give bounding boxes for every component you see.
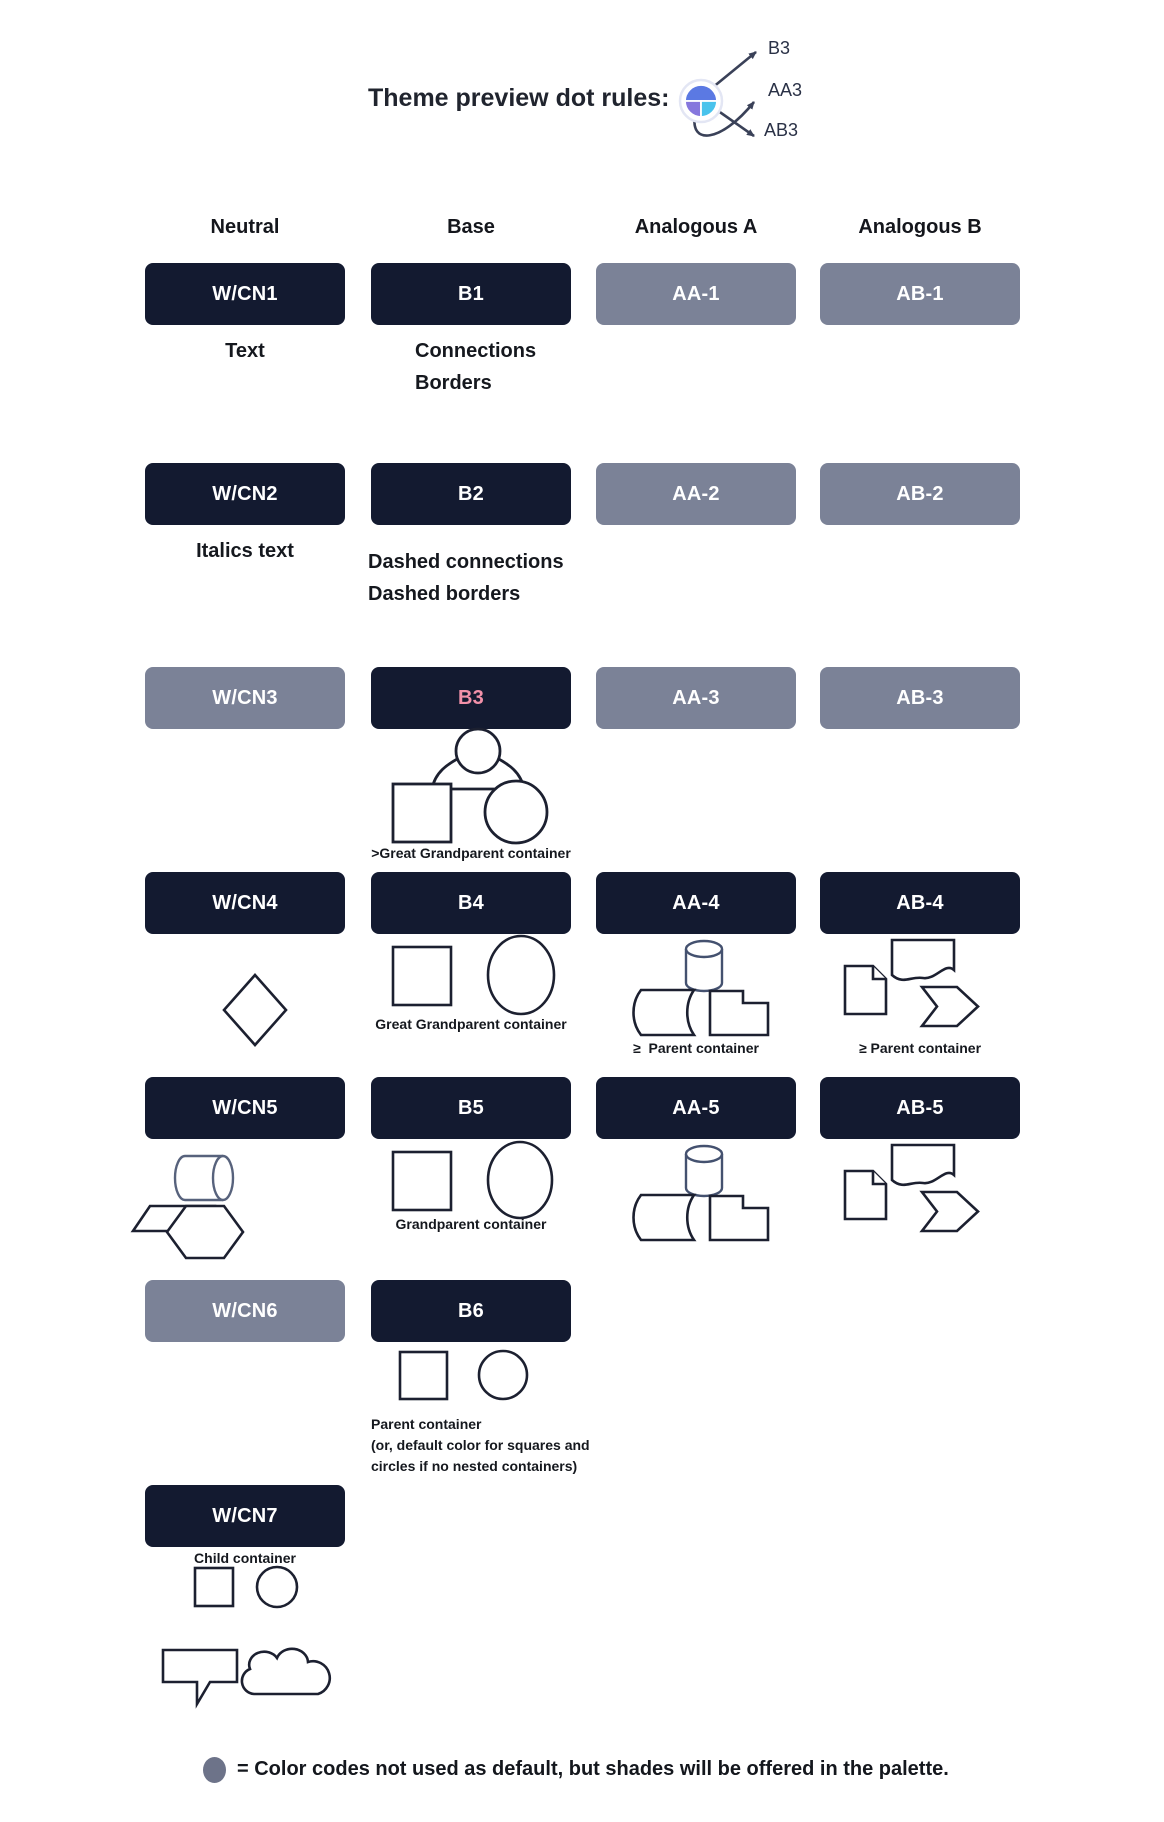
square-shape-icon: [195, 1568, 233, 1606]
page-fold-icon: [873, 966, 886, 979]
cylinder-parallelogram-hexagon-icon: [120, 1145, 260, 1265]
square-ellipse-icon: [385, 933, 565, 1023]
page-document-chevron-icon: [820, 930, 1020, 1030]
chevron-icon: [922, 987, 978, 1026]
swatch-b2: B2: [371, 463, 571, 525]
caption-child-container: Child container: [194, 1550, 296, 1566]
chevron-icon: [922, 1192, 978, 1231]
ellipse-shape-icon: [488, 936, 554, 1014]
caption-parent-b6-line2: (or, default color for squares and: [371, 1437, 590, 1453]
circle-shape-icon: [257, 1567, 297, 1607]
swatch-ab3: AB-3: [820, 667, 1020, 729]
caption-great-grandparent: Great Grandparent container: [375, 1016, 567, 1032]
dot-label-ab3: AB3: [764, 120, 799, 140]
caption-italics-text: Italics text: [196, 540, 294, 562]
footer-legend: = Color codes not used as default, but shades will be offered in the palette.: [237, 1758, 949, 1780]
swatch-b5: B5: [371, 1077, 571, 1139]
square-shape-icon: [393, 947, 451, 1005]
caption-grandparent: Grandparent container: [395, 1216, 547, 1232]
swatch-wcn5: W/CN5: [145, 1077, 345, 1139]
swatch-wcn4: W/CN4: [145, 872, 345, 934]
cylinder-top-icon: [686, 941, 722, 957]
column-header-analogous-b: Analogous B: [858, 216, 982, 238]
page-document-chevron-icon: [820, 1135, 1020, 1235]
dot-label-b3: B3: [768, 38, 791, 58]
person-head-icon: [456, 729, 500, 773]
arrow-to-b3: [712, 52, 756, 88]
caption-dashed-borders: Dashed borders: [368, 583, 521, 605]
swatch-wcn7: W/CN7: [145, 1485, 345, 1547]
square-shape-icon: [393, 784, 451, 842]
swatch-aa2: AA-2: [596, 463, 796, 525]
square-circle-icon: [390, 1340, 540, 1410]
swatch-b6: B6: [371, 1280, 571, 1342]
caption-great-grandparent-gt: >Great Grandparent container: [371, 845, 571, 861]
dot-label-aa3: AA3: [768, 80, 803, 100]
swatch-aa4: AA-4: [596, 872, 796, 934]
square-circle-icon: [185, 1560, 305, 1615]
square-ellipse-icon: [385, 1138, 565, 1228]
caption-parent-b6-line1: Parent container: [371, 1416, 482, 1432]
page-title: Theme preview dot rules:: [368, 84, 670, 112]
swatch-aa3: AA-3: [596, 667, 796, 729]
cylinder-storeddata-tab-icon: [595, 935, 795, 1040]
person-square-circle-icon: [370, 722, 580, 850]
swatch-b1: B1: [371, 263, 571, 325]
swatch-ab1: AB-1: [820, 263, 1020, 325]
speech-bubble-icon: [163, 1650, 237, 1704]
square-shape-icon: [400, 1352, 447, 1399]
swatch-ab2: AB-2: [820, 463, 1020, 525]
swatch-b3: B3: [371, 667, 571, 729]
speech-bubble-cloud-icon: [150, 1638, 340, 1710]
diamond-shape: [224, 975, 286, 1045]
caption-text: Text: [225, 340, 265, 362]
cloud-icon: [242, 1649, 330, 1694]
caption-parent-ab4: ≥ Parent container: [858, 1040, 982, 1056]
square-shape-icon: [393, 1152, 451, 1210]
caption-borders: Borders: [415, 372, 492, 394]
circle-shape-icon: [479, 1351, 527, 1399]
ellipse-shape-icon: [488, 1142, 552, 1218]
column-header-analogous-a: Analogous A: [634, 216, 758, 238]
circle-shape-icon: [485, 781, 547, 843]
stored-data-icon: [634, 990, 695, 1035]
tabbed-box-icon: [710, 1196, 768, 1240]
column-header-base: Base: [447, 216, 495, 238]
swatch-b4: B4: [371, 872, 571, 934]
caption-dashed-connections: Dashed connections: [368, 551, 564, 573]
swatch-wcn3: W/CN3: [145, 667, 345, 729]
caption-parent-aa4: ≥ Parent container: [633, 1040, 759, 1056]
tabbed-box-icon: [710, 991, 768, 1035]
swatch-aa1: AA-1: [596, 263, 796, 325]
diamond-icon: [220, 972, 290, 1048]
caption-parent-b6-line3: circles if no nested containers): [371, 1458, 578, 1474]
column-header-neutral: Neutral: [210, 216, 280, 238]
swatch-wcn1: W/CN1: [145, 263, 345, 325]
swatch-ab5: AB-5: [820, 1077, 1020, 1139]
swatch-ab4: AB-4: [820, 872, 1020, 934]
horizontal-cylinder-end-icon: [213, 1156, 233, 1200]
gray-dot-icon: [203, 1757, 226, 1783]
caption-connections: Connections: [415, 340, 537, 362]
swatch-wcn2: W/CN2: [145, 463, 345, 525]
swatch-aa5: AA-5: [596, 1077, 796, 1139]
cylinder-top-icon: [686, 1146, 722, 1162]
cylinder-storeddata-tab-icon: [595, 1140, 795, 1245]
wavy-document-icon: [892, 1145, 954, 1185]
swatch-wcn6: W/CN6: [145, 1280, 345, 1342]
wavy-document-icon: [892, 940, 954, 980]
stored-data-icon: [634, 1195, 695, 1240]
